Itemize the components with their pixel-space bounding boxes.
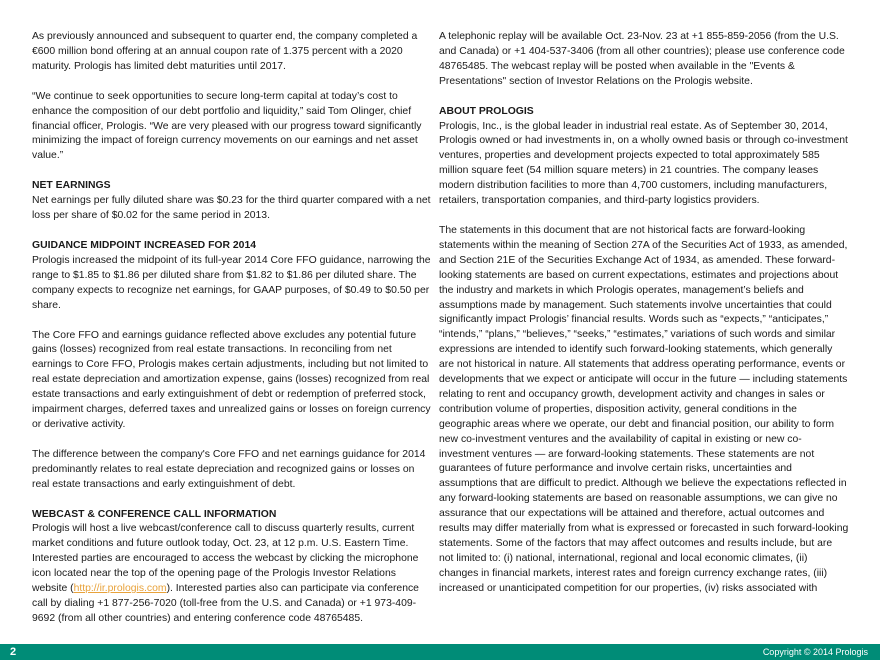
copyright-text: Copyright © 2014 Prologis xyxy=(762,647,868,657)
guidance-heading: GUIDANCE MIDPOINT INCREASED FOR 2014 xyxy=(32,239,257,251)
difference-paragraph: The difference between the company's Core FFO and net earnings guidance for 2014 predominantly relates to real estate depreciation and recognized gains or losses on real estate transactions and early extinguishment of debt. xyxy=(32,448,426,490)
about-heading: ABOUT PROLOGIS xyxy=(439,105,534,117)
webcast-text-before-link: Prologis will host a live webcast/conference call to discuss quarterly results, current market conditions and future outlook today, Oct. 23, at 12 p.m. U.S. Eastern Time. Interested parties are encouraged to access the webcast by clicking the microphone icon located near the top of the opening page of the Prologis Investor Relations website ( xyxy=(32,523,419,595)
webcast-paragraph xyxy=(32,522,432,626)
replay-paragraph: A telephonic replay will be available Oct. 23-Nov. 23 at +1 855-859-2056 (from the U.S. and Canada) or +1 404-537-3406 (from all other countries); please use conference code 48765485. The webcast replay will be posted when available in the "Events & Presentations" section of Investor Relations on the Prologis website. xyxy=(439,31,845,87)
net-earnings-heading: NET EARNINGS xyxy=(32,180,111,192)
left-column xyxy=(32,30,432,642)
core-ffo-paragraph: The Core FFO and earnings guidance reflected above excludes any potential future gains (losses) recognized from real estate transactions. In reconciling from net earnings to Core FFO, Prologis makes certain adjustments, including but not limited to real estate depreciation and amortization expense, gains (losses) recognized from real estate transactions and early extinguishment of debt or redemption of preferred stock, impairment charges, deferred taxes and unrealized gains or losses on foreign currency or derivative activity. xyxy=(32,329,431,430)
right-column xyxy=(439,30,849,612)
bond-offering-paragraph: As previously announced and subsequent to quarter end, the company completed a €600 million bond offering at an annual coupon rate of 1.375 percent with a 2020 maturity. Prologis has limited debt maturities until 2017. xyxy=(32,31,418,72)
footer-bar xyxy=(0,644,880,660)
forward-looking-paragraph: The statements in this document that are not historical facts are forward-looking statements within the meaning of Section 27A of the Securities Act of 1933, as amended, and Section 21E of the Securities Exchange Act of 1934, as amended. These forward-looking statements are based on current expectations, estimates and projections about the industry and markets in which Prologis operates, management’s beliefs and assumptions made by management. Such statements involve uncertainties that could significantly impact Prologis’ financial results. Words such as “expects,” “anticipates,” “intends,” “plans,” “believes,” “seeks,” “estimates,” variations of such words and similar expressions are intended to identify such forward-looking statements, which generally are not historical in nature. All statements that address operating performance, events or developments that we expect or anticipate will occur in the future — including statements relating to rent and occupancy growth, development activity and changes in sales or contribution volume of properties, disposition activity, general conditions in the geographic areas where we operate, our debt and financial position, our ability to form new co-investment ventures and the availability of capital in existing or new co-investment ventures — are forward-looking statements. These statements are not guarantees of future performance and involve certain risks, uncertainties and assumptions that are difficult to predict. Although we believe the expectations reflected in any forward-looking statements are based on reasonable assumptions, we can give no assurance that our expectations will be attained and therefore, actual outcomes and results may differ materially from what is expressed or forecasted in such forward-looking statements. Some of the factors that may affect outcomes and results include, but are not limited to: (i) national, international, regional and local economic climates, (ii) changes in financial markets, interest rates and foreign currency exchange rates, (iii) increased or unanticipated competition for our properties, (iv) risks associated with xyxy=(439,224,849,594)
net-earnings-paragraph: Net earnings per fully diluted share was $0.23 for the third quarter compared with a net loss per share of $0.02 for the same period in 2013. xyxy=(32,195,431,222)
cfo-quote-paragraph: “We continue to seek opportunities to secure long-term capital at today’s cost to enhance the composition of our debt portfolio and liquidity,” said Tom Olinger, chief financial officer, Prologis. “We are very pleased with our progress toward significantly minimizing the impact of foreign currency movements on our earnings and net asset value.” xyxy=(32,90,422,162)
webcast-text-after-link: ). Interested parties also can participate via conference call by dialing +1 877-256-7020 (toll-free from the U.S. and Canada) or +1 973-409-9692 (from all other countries) and entering conference code 48765485. xyxy=(32,583,419,624)
about-paragraph: Prologis, Inc., is the global leader in industrial real estate. As of September 30, 2014, Prologis owned or had investments in, on a wholly owned basis or through co-investment ventures, properties and development projects expected to total approximately 585 million square feet (54 million square meters) in 21 countries. The company leases modern distribution facilities to more than 4,700 customers, including manufacturers, retailers, transportation companies, and third-party logistics providers. xyxy=(439,120,848,207)
investor-relations-link[interactable]: http://ir.prologis.com xyxy=(73,583,167,595)
webcast-heading: WEBCAST & CONFERENCE CALL INFORMATION xyxy=(32,508,277,520)
guidance-paragraph: Prologis increased the midpoint of its full-year 2014 Core FFO guidance, narrowing the range to $1.85 to $1.86 per diluted share from $1.82 to $1.86 per diluted share. The company expects to recognize net earnings, for GAAP purposes, of $0.49 to $0.50 per share. xyxy=(32,254,431,311)
page-number: 2 xyxy=(10,646,17,658)
